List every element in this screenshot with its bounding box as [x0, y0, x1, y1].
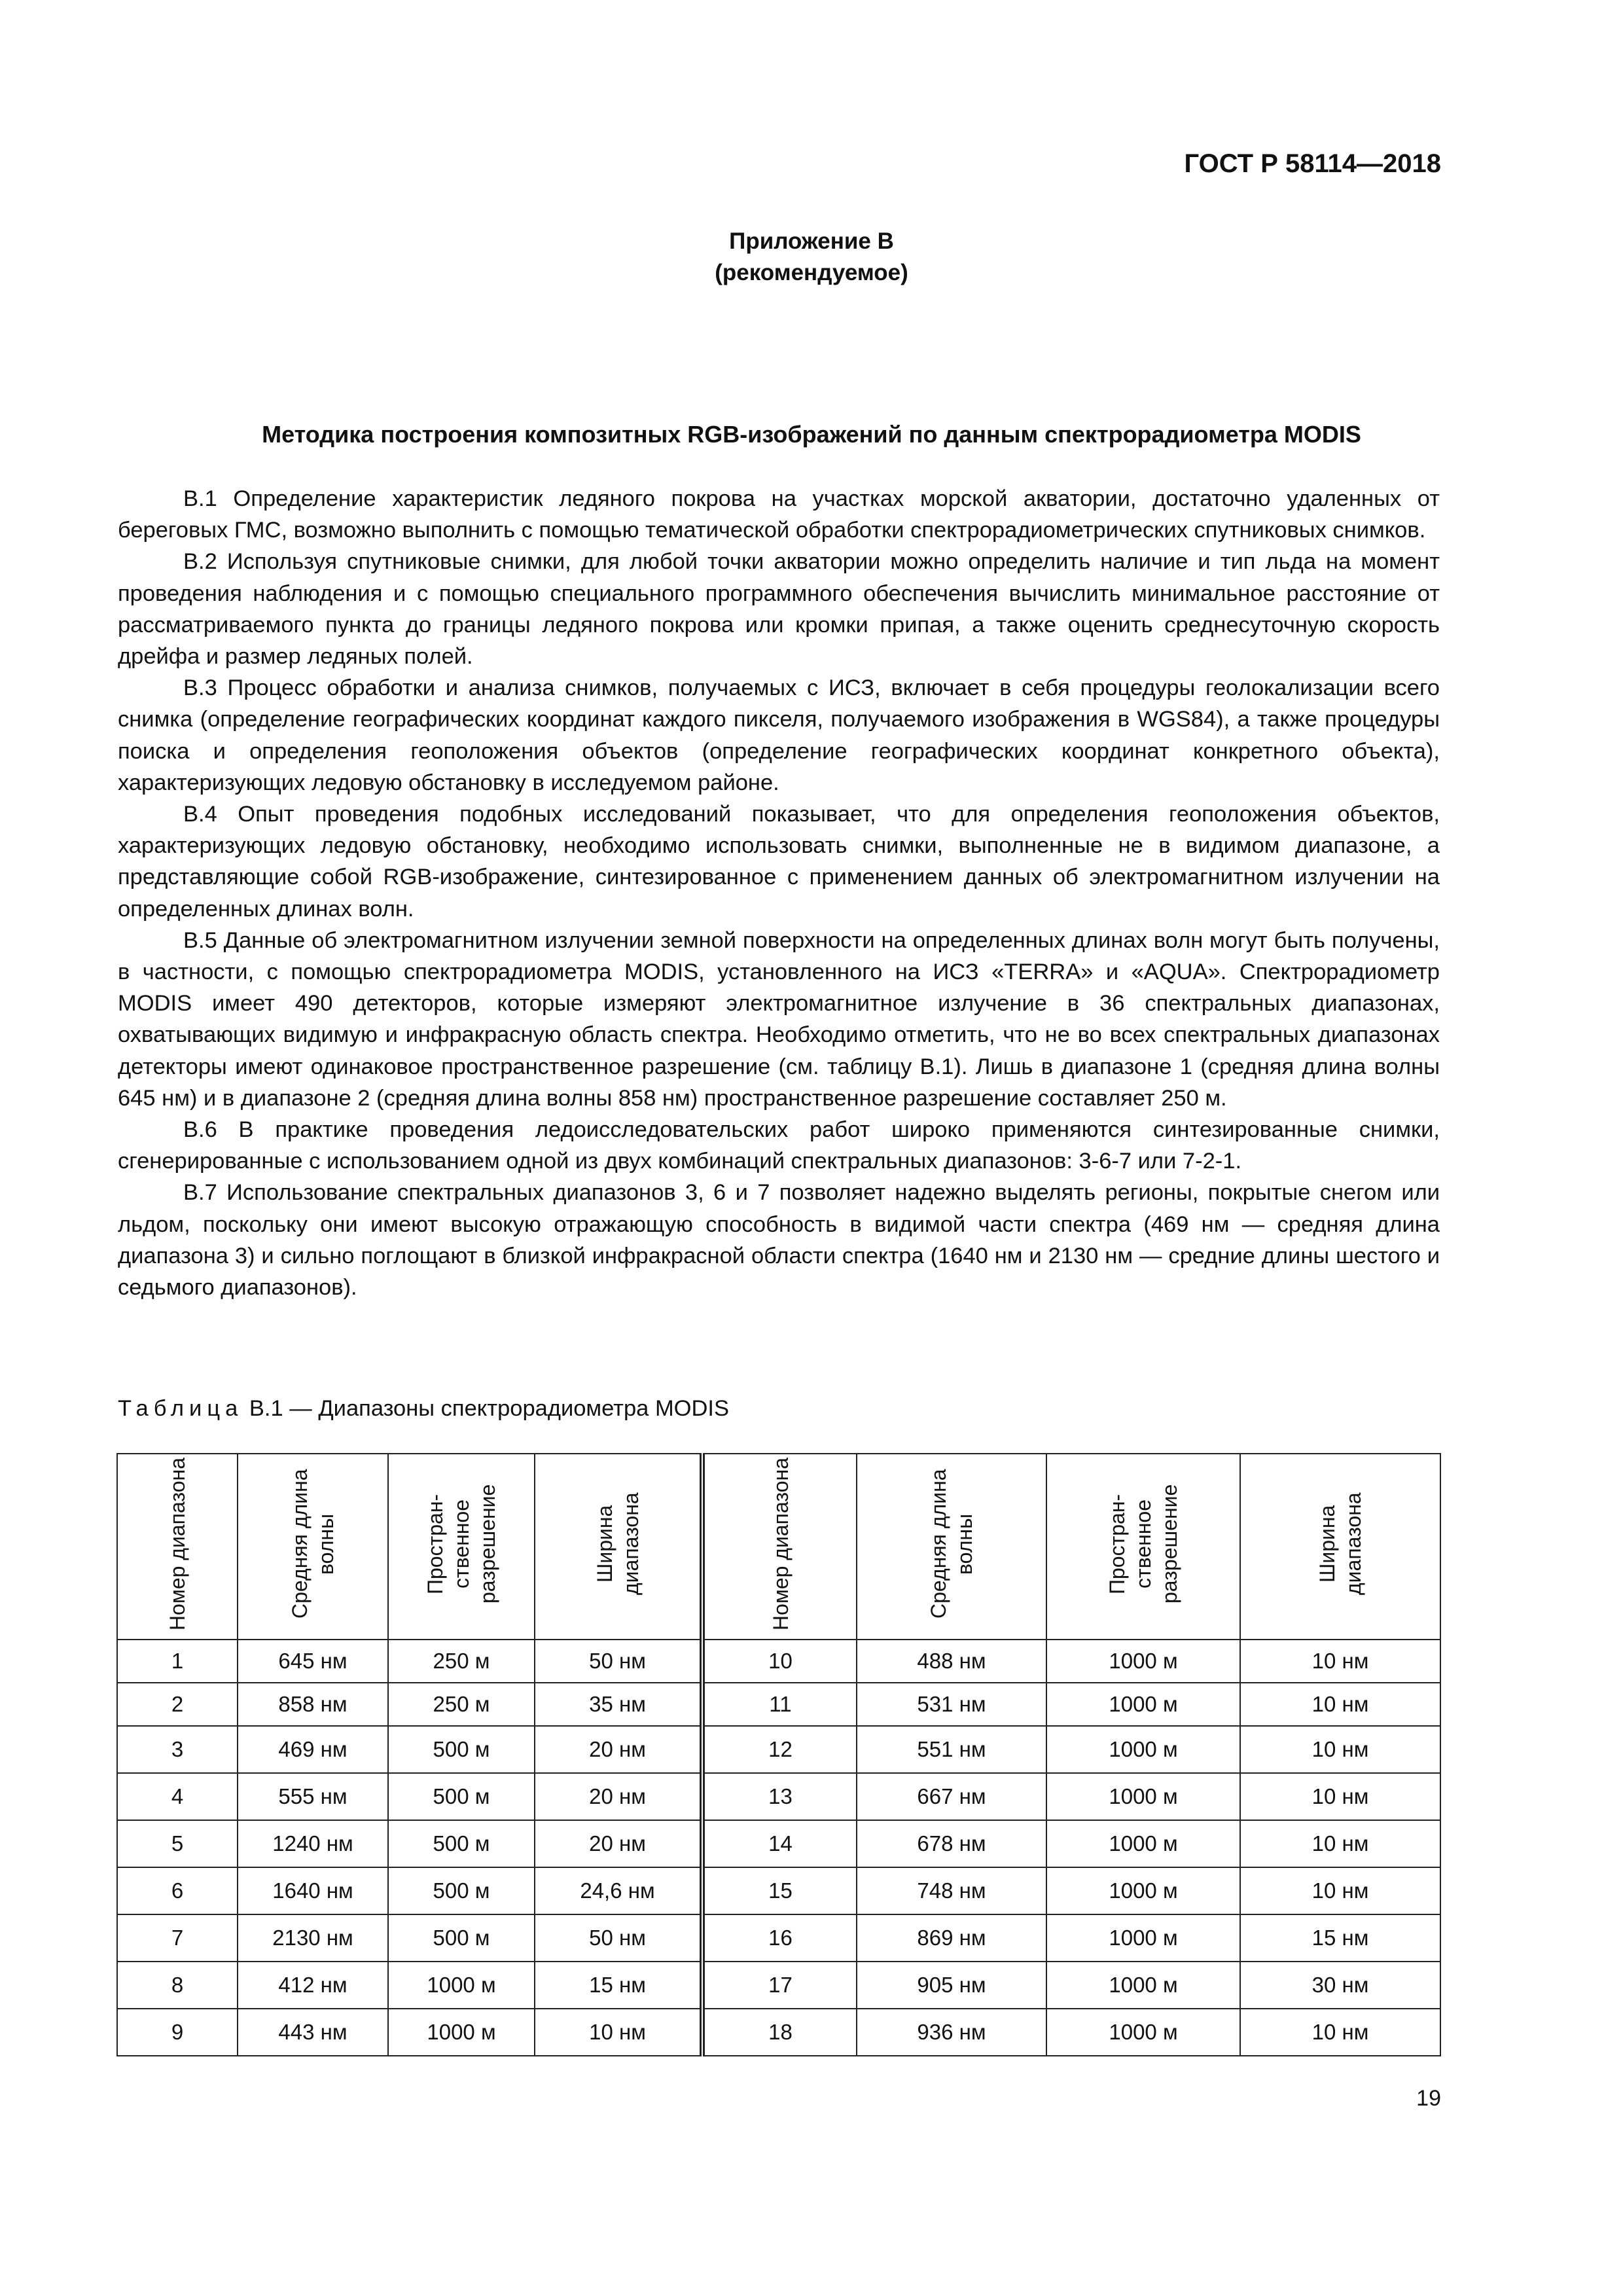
table-cell: 10 нм [1240, 1683, 1440, 1726]
table-cell: 2130 нм [238, 1914, 388, 1962]
appendix-title: Приложение В [729, 228, 894, 254]
table-cell: 18 [702, 2009, 857, 2056]
table-cell: 1000 м [1046, 1962, 1240, 2009]
table-cell: 2 [117, 1683, 238, 1726]
table-cell: 500 м [388, 1867, 535, 1914]
table-cell: 3 [117, 1726, 238, 1773]
table-body [117, 1640, 1440, 2056]
table-row [117, 1914, 1440, 1962]
table-cell: 551 нм [857, 1726, 1046, 1773]
appendix-heading [0, 226, 1623, 289]
table-cell: 13 [702, 1773, 857, 1820]
table-cell: 15 нм [535, 1962, 702, 2009]
table-cell: 20 нм [535, 1726, 702, 1773]
header-cell: Средняя длина волны [238, 1454, 388, 1640]
table-cell: 1 [117, 1640, 238, 1683]
table-cell: 24,6 нм [535, 1867, 702, 1914]
table-caption-text: В.1 — Диапазоны спектрорадиометра MODIS [243, 1396, 730, 1421]
header-cell: Номер диапазона [702, 1454, 857, 1640]
table-cell: 8 [117, 1962, 238, 2009]
table-cell: 748 нм [857, 1867, 1046, 1914]
header-cell: Номер диапазона [117, 1454, 238, 1640]
paragraph-b7: В.7 Использование спектральных диапазонов 3, 6 и 7 позволяет надежно выделять регионы, покрытые снегом или льдом, поскольку они имеют высокую отражающую способность в видимой части спектра (469 нм — средняя длина диапазона 3) и сильно поглощают в близкой инфракрасной области спектра (1640 нм и 2130 нм — средние длины шестого и седьмого диапазонов). [118, 1180, 1440, 1300]
paragraph-b4: В.4 Опыт проведения подобных исследований показывает, что для определения геоположения объектов, характеризующих ледовую обстановку, необходимо использовать снимки, выполненные не в видимом диапазоне, а представляющие собой RGB-изображение, синтезированное с применением данных об электромагнитном излучении на определенных длинах волн. [118, 802, 1440, 922]
standard-code: ГОСТ Р 58114—2018 [1184, 149, 1441, 178]
table-cell: 645 нм [238, 1640, 388, 1683]
table-cell: 1000 м [388, 1962, 535, 2009]
table-cell: 500 м [388, 1726, 535, 1773]
table-cell: 1000 м [1046, 1683, 1240, 1726]
table-cell: 9 [117, 2009, 238, 2056]
table-cell: 555 нм [238, 1773, 388, 1820]
table-cell: 858 нм [238, 1683, 388, 1726]
table-cell: 936 нм [857, 2009, 1046, 2056]
table-caption [118, 1396, 729, 1422]
table-cell: 20 нм [535, 1773, 702, 1820]
paragraph-b1: В.1 Определение характеристик ледяного покрова на участках морской акватории, достаточно удаленных от береговых ГМС, возможно выполнить с помощью тематической обработки спектрорадиометрических спутниковых снимков. [118, 486, 1440, 543]
table-cell: 488 нм [857, 1640, 1046, 1683]
table-cell: 250 м [388, 1683, 535, 1726]
table-cell: 30 нм [1240, 1962, 1440, 2009]
table-cell: 250 м [388, 1640, 535, 1683]
table-cell: 1000 м [1046, 1867, 1240, 1914]
table-cell: 50 нм [535, 1640, 702, 1683]
table-cell: 905 нм [857, 1962, 1046, 2009]
table-cell: 869 нм [857, 1914, 1046, 1962]
table-cell: 50 нм [535, 1914, 702, 1962]
table-cell: 1000 м [1046, 1914, 1240, 1962]
table-cell: 10 нм [535, 2009, 702, 2056]
table-cell: 14 [702, 1820, 857, 1867]
table-cell: 5 [117, 1820, 238, 1867]
table-cell: 500 м [388, 1773, 535, 1820]
method-title: Методика построения композитных RGB-изображений по данным спектрорадиометра MODIS [262, 421, 1361, 448]
header-cell: Средняя длина волны [857, 1454, 1046, 1640]
table-cell: 10 нм [1240, 2009, 1440, 2056]
table-cell: 20 нм [535, 1820, 702, 1867]
table-header-row [117, 1454, 1440, 1640]
table-cell: 15 нм [1240, 1914, 1440, 1962]
table-caption-label: Таблица [118, 1396, 243, 1421]
table-cell: 1000 м [1046, 1726, 1240, 1773]
table-cell: 667 нм [857, 1773, 1046, 1820]
table-cell: 531 нм [857, 1683, 1046, 1726]
table-row [117, 1773, 1440, 1820]
table-cell: 1640 нм [238, 1867, 388, 1914]
table-cell: 10 нм [1240, 1726, 1440, 1773]
paragraph-b2: В.2 Используя спутниковые снимки, для любой точки акватории можно определить наличие и тип льда на момент проведения наблюдения и с помощью специального программного обеспечения вычислить минимальное расстояние от рассматриваемого пункта до границы ледяного покрова или кромки припая, а также оценить среднесуточную скорость дрейфа и размер ледяных полей. [118, 549, 1440, 670]
table-cell: 10 [702, 1640, 857, 1683]
table-cell: 1000 м [1046, 1773, 1240, 1820]
table-cell: 35 нм [535, 1683, 702, 1726]
table-cell: 678 нм [857, 1820, 1046, 1867]
header-cell: Ширина диапазона [535, 1454, 702, 1640]
paragraph-b5: В.5 Данные об электромагнитном излучении земной поверхности на определенных длинах волн могут быть получены, в частности, с помощью спектрорадиометра MODIS, установленного на ИСЗ «TERRA» и «AQUA». Спектрорадиометр MODIS имеет 490 детекторов, которые измеряют электромагнитное излучение в 36 спектральных диапазонах, охватывающих видимую и инфракрасную область спектра. Необходимо отметить, что не во всех спектральных диапазонах детекторы имеют одинаковое пространственное разрешение (см. таблицу В.1). Лишь в диапазоне 1 (средняя длина волны 645 нм) и в диапазоне 2 (средняя длина волны 858 нм) пространственное разрешение составляет 250 м. [118, 927, 1440, 1111]
table-cell: 1240 нм [238, 1820, 388, 1867]
table-cell: 10 нм [1240, 1820, 1440, 1867]
table-cell: 17 [702, 1962, 857, 2009]
table-cell: 16 [702, 1914, 857, 1962]
table-row [117, 1867, 1440, 1914]
table-cell: 10 нм [1240, 1867, 1440, 1914]
table-cell: 10 нм [1240, 1640, 1440, 1683]
table-cell: 15 [702, 1867, 857, 1914]
table-cell: 469 нм [238, 1726, 388, 1773]
paragraph-b3: В.3 Процесс обработки и анализа снимков, получаемых с ИСЗ, включает в себя процедуры геолокализации всего снимка (определение географических координат каждого пикселя, получаемого изображения в WGS84), а также процедуры поиска и определения геоположения объектов (определение географических координат конкретного объекта), характеризующих ледовую обстановку в исследуемом районе. [118, 675, 1440, 795]
table-cell: 10 нм [1240, 1773, 1440, 1820]
table-row [117, 2009, 1440, 2056]
page-number: 19 [1416, 2086, 1441, 2111]
header-cell: Простран- ственное разрешение [388, 1454, 535, 1640]
paragraph-b6: В.6 В практике проведения ледоисследовательских работ широко применяются синтезированные снимки, сгенерированные с использованием одной из двух комбинаций спектральных диапазонов: 3-6-7 или 7-2-1. [118, 1117, 1440, 1174]
table-cell: 6 [117, 1867, 238, 1914]
table-cell: 1000 м [1046, 1820, 1240, 1867]
table-cell: 412 нм [238, 1962, 388, 2009]
table-row [117, 1962, 1440, 2009]
table-cell: 1000 м [1046, 2009, 1240, 2056]
table-row [117, 1820, 1440, 1867]
table-cell: 1000 м [1046, 1640, 1240, 1683]
table-cell: 500 м [388, 1914, 535, 1962]
table-cell: 4 [117, 1773, 238, 1820]
table-row [117, 1683, 1440, 1726]
table-cell: 1000 м [388, 2009, 535, 2056]
table-cell: 12 [702, 1726, 857, 1773]
header-cell: Ширина диапазона [1240, 1454, 1440, 1640]
bands-table-wrapper [116, 1453, 1440, 2045]
appendix-status: (рекомендуемое) [715, 260, 908, 285]
body-text [118, 483, 1440, 1303]
table-cell: 7 [117, 1914, 238, 1962]
table-row [117, 1640, 1440, 1683]
table-cell: 443 нм [238, 2009, 388, 2056]
bands-table [116, 1453, 1441, 2056]
header-cell: Простран- ственное разрешение [1046, 1454, 1240, 1640]
table-row [117, 1726, 1440, 1773]
table-cell: 500 м [388, 1820, 535, 1867]
table-cell: 11 [702, 1683, 857, 1726]
